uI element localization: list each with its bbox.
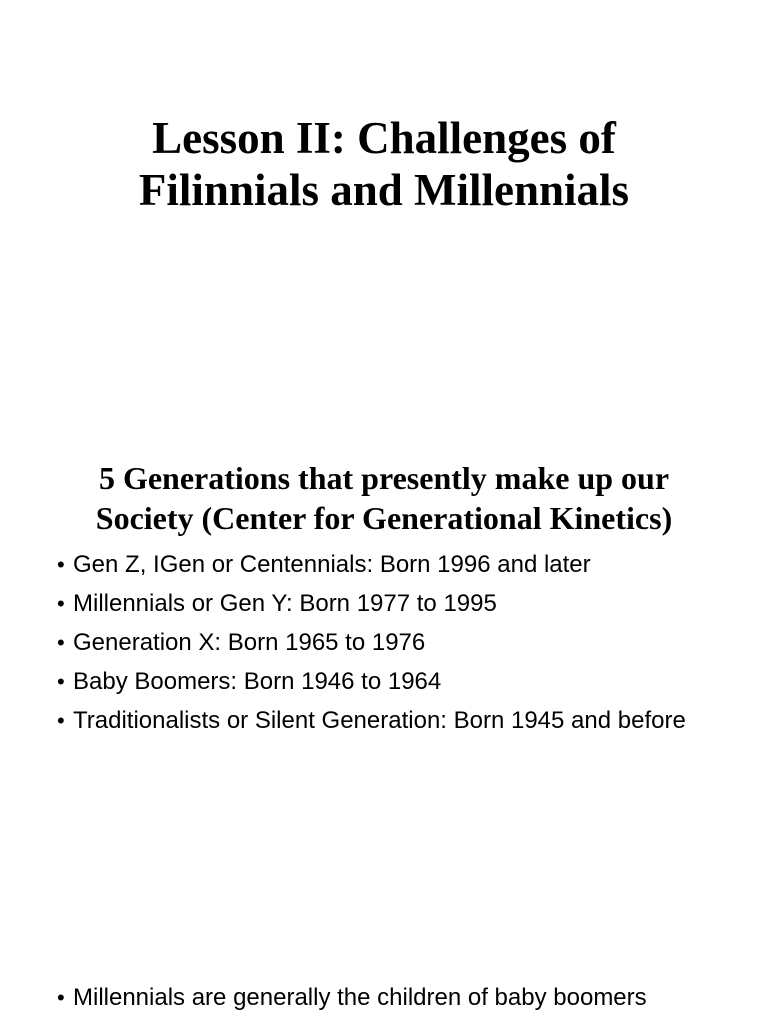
list-item xyxy=(57,588,737,619)
bullet-icon: • xyxy=(57,630,65,655)
section-heading-line-1: 5 Generations that presently make up our xyxy=(98,460,670,496)
list-item-text: Baby Boomers: Born 1946 to 1964 xyxy=(73,668,442,695)
bullet-icon: • xyxy=(57,985,65,1010)
bullet-icon: • xyxy=(57,552,65,577)
slide-title xyxy=(0,112,768,216)
list-item-text: Gen Z, IGen or Centennials: Born 1996 and later xyxy=(73,551,591,578)
list-item xyxy=(57,549,737,580)
list-item-text: Traditionalists or Silent Generation: Born 1945 and before xyxy=(73,707,686,734)
list-item xyxy=(57,666,737,697)
next-slide-list xyxy=(57,982,757,1013)
list-item-text: Millennials are generally the children of baby boomers xyxy=(73,984,647,1011)
slide-title-line-1: Lesson II: Challenges of xyxy=(152,113,616,163)
list-item xyxy=(57,705,737,736)
bullet-icon: • xyxy=(57,591,65,616)
list-item-text: Millennials or Gen Y: Born 1977 to 1995 xyxy=(73,590,497,617)
bullet-icon: • xyxy=(57,708,65,733)
bullet-icon: • xyxy=(57,669,65,694)
list-item xyxy=(57,982,757,1013)
section-heading xyxy=(0,458,768,538)
slide-title-line-2: Filinnials and Millennials xyxy=(138,165,630,215)
list-item xyxy=(57,627,737,658)
list-item-text: Generation X: Born 1965 to 1976 xyxy=(73,629,426,656)
generations-list xyxy=(57,549,737,744)
section-heading-line-2: Society (Center for Generational Kinetics) xyxy=(95,500,673,536)
